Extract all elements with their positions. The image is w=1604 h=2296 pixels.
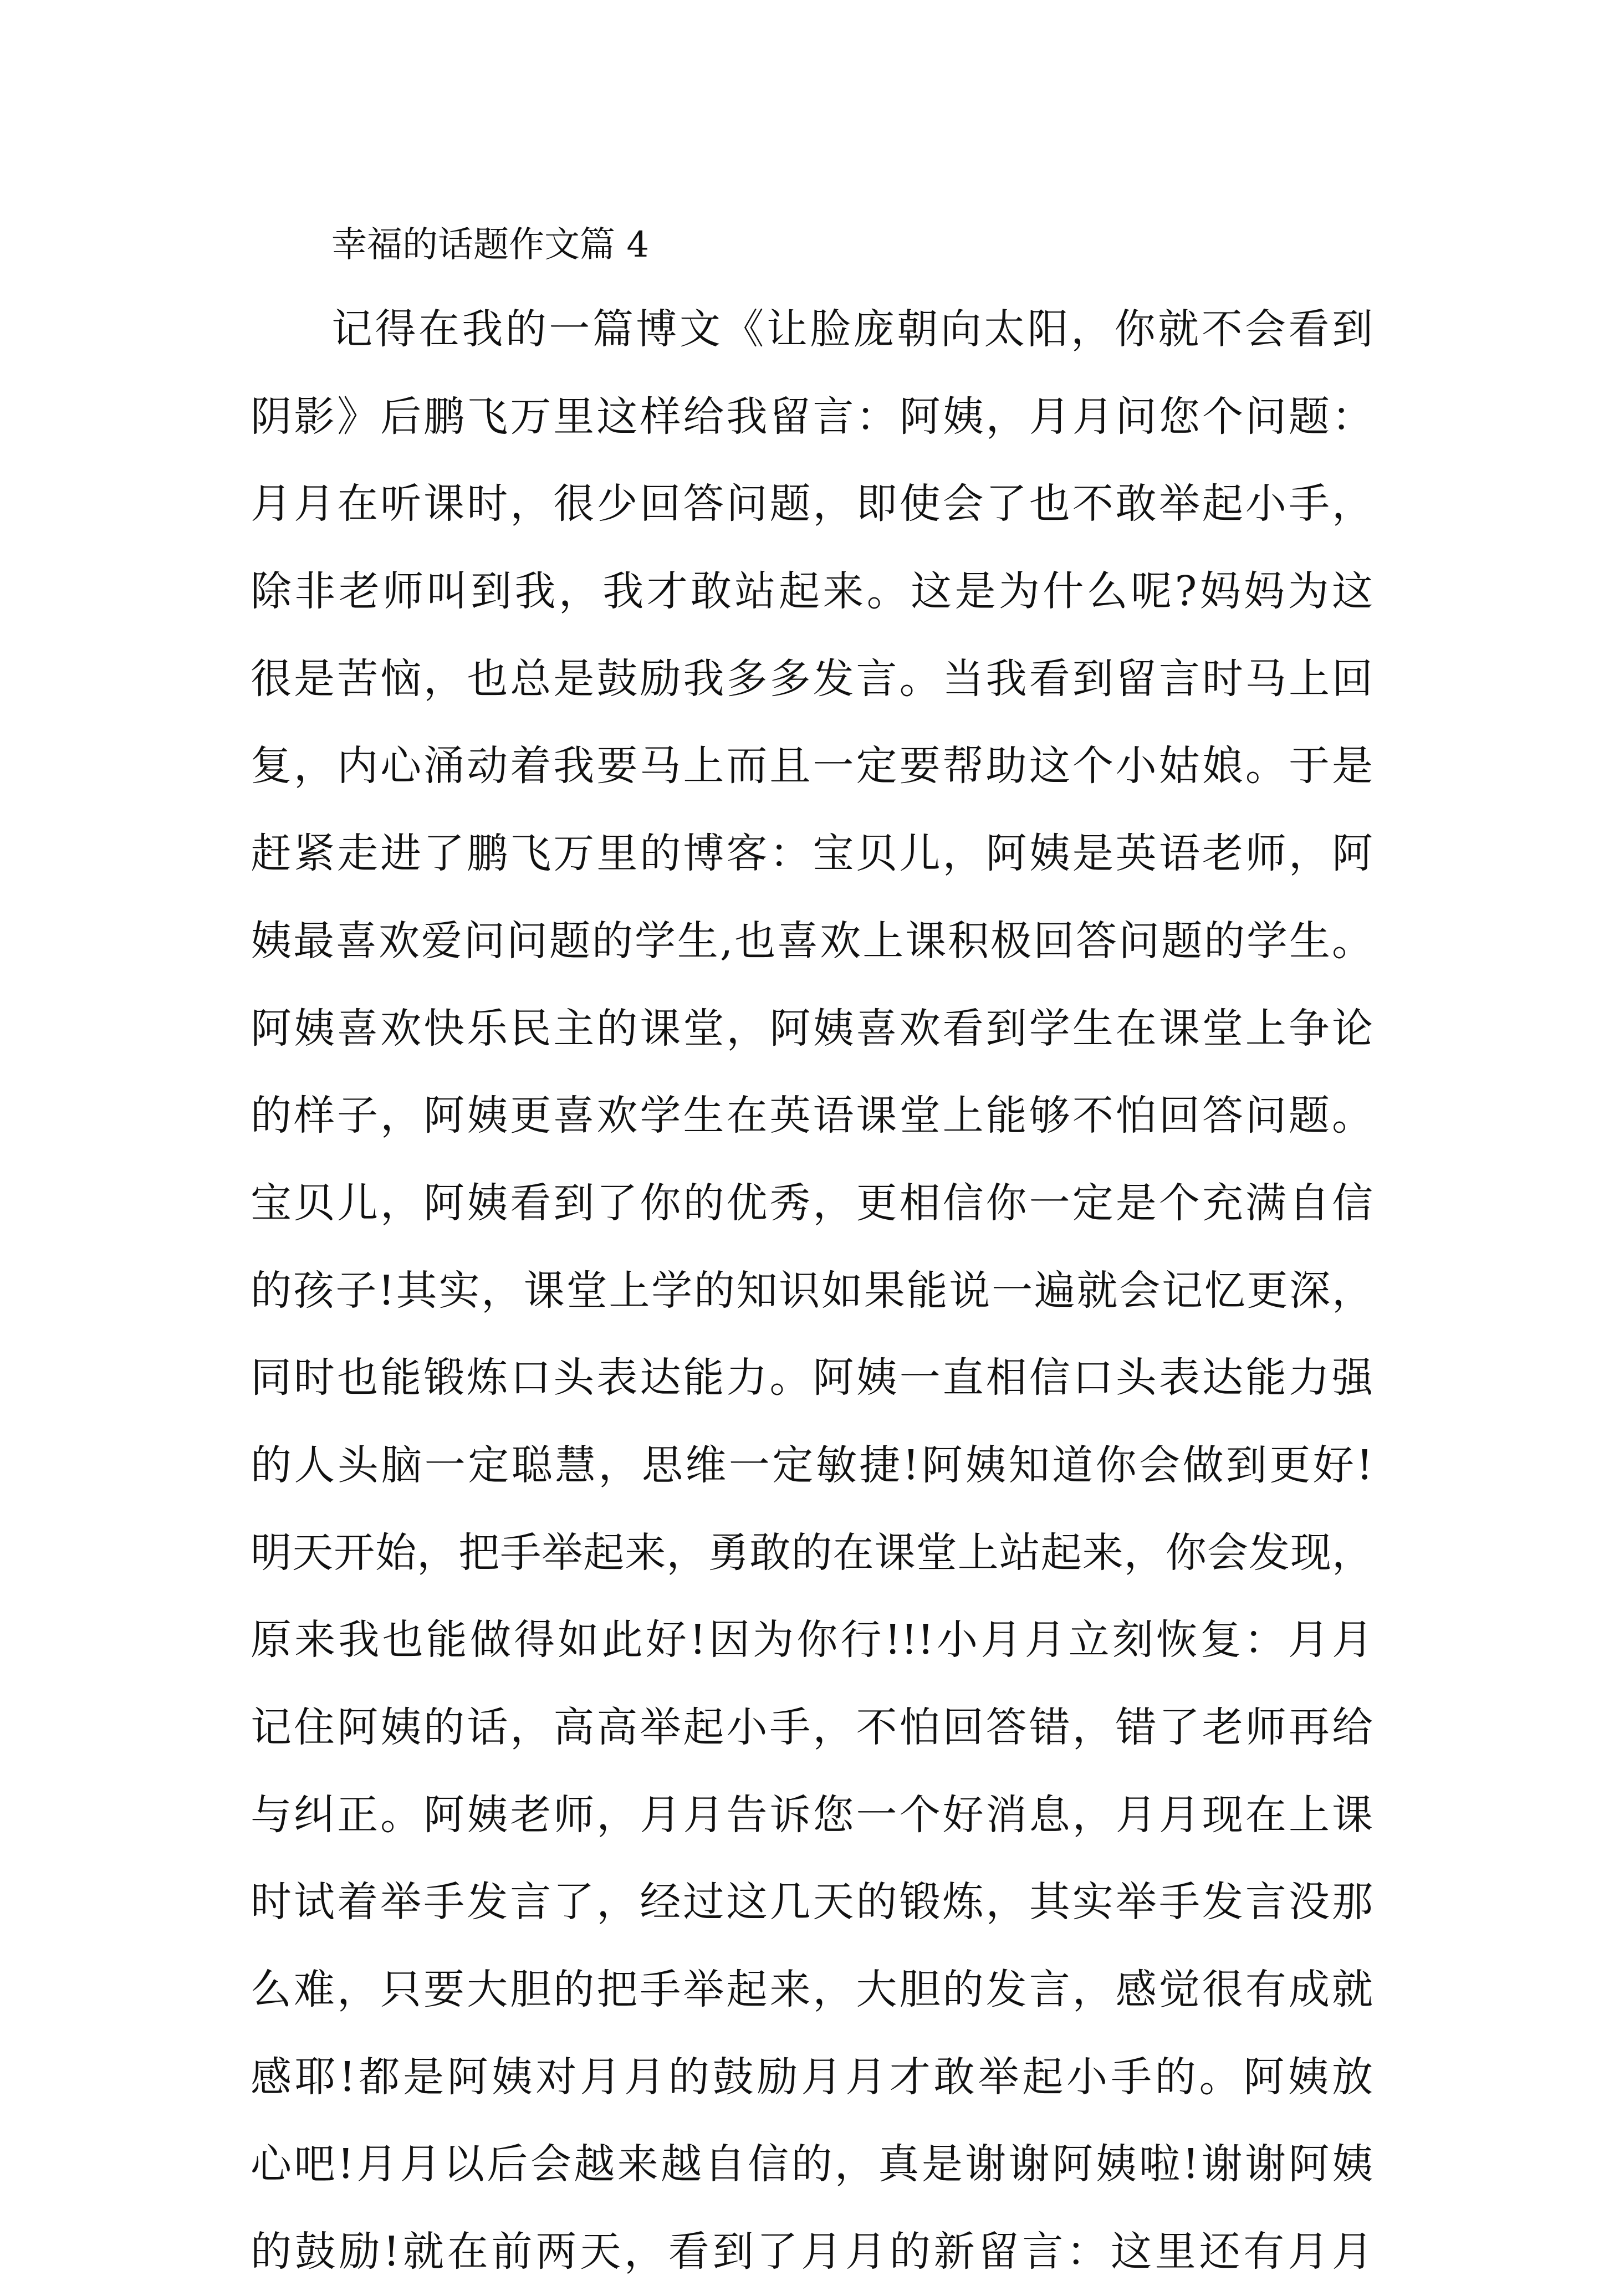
paragraph-line: 宝贝儿，阿姨看到了你的优秀，更相信你一定是个充满自信 — [251, 1179, 1373, 1227]
paragraph-line: 的鼓励!就在前两天，看到了月月的新留言：这里还有月月 — [251, 2228, 1373, 2276]
paragraph-line: 除非老师叫到我，我才敢站起来。这是为什么呢?妈妈为这 — [251, 567, 1373, 616]
paragraph-line: 明天开始，把手举起来，勇敢的在课堂上站起来，你会发现， — [251, 1528, 1373, 1577]
paragraph-line: 心吧!月月以后会越来越自信的，真是谢谢阿姨啦!谢谢阿姨 — [251, 2140, 1373, 2188]
paragraph-line: 的人头脑一定聪慧，思维一定敏捷!阿姨知道你会做到更好! — [251, 1441, 1373, 1489]
paragraph-line: 原来我也能做得如此好!因为你行!!!小月月立刻恢复：月月 — [251, 1616, 1373, 1664]
paragraph-line: 么难，只要大胆的把手举起来，大胆的发言，感觉很有成就 — [251, 1966, 1373, 2014]
paragraph-line: 记住阿姨的话，高高举起小手，不怕回答错，错了老师再给 — [251, 1704, 1373, 1751]
paragraph-line: 姨最喜欢爱问问题的学生,也喜欢上课积极回答问题的学生。 — [251, 917, 1373, 965]
paragraph-line: 复，内心涌动着我要马上而且一定要帮助这个小姑娘。于是 — [251, 742, 1373, 790]
paragraph-line: 同时也能锻炼口头表达能力。阿姨一直相信口头表达能力强 — [251, 1354, 1373, 1402]
paragraph-line: 赶紧走进了鹏飞万里的博客：宝贝儿，阿姨是英语老师，阿 — [251, 830, 1373, 878]
paragraph-line: 阿姨喜欢快乐民主的课堂，阿姨喜欢看到学生在课堂上争论 — [251, 1004, 1373, 1052]
essay-body — [251, 204, 1373, 2296]
paragraph-line: 时试着举手发言了，经过这几天的锻炼，其实举手发言没那 — [251, 1878, 1373, 1926]
essay-title: 幸福的话题作文篇 4 — [331, 224, 650, 265]
paragraph-line: 阴影》后鹏飞万里这样给我留言：阿姨，月月问您个问题： — [251, 392, 1373, 441]
paragraph-line: 感耶!都是阿姨对月月的鼓励月月才敢举起小手的。阿姨放 — [251, 2053, 1373, 2101]
paragraph-line: 的样子，阿姨更喜欢学生在英语课堂上能够不怕回答问题。 — [251, 1092, 1373, 1140]
paragraph-line: 与纠正。阿姨老师，月月告诉您一个好消息，月月现在上课 — [251, 1791, 1373, 1839]
paragraph-line: 记得在我的一篇博文《让脸庞朝向太阳，你就不会看到 — [331, 305, 1373, 353]
paragraph-line: 的孩子!其实，课堂上学的知识如果能说一遍就会记忆更深， — [251, 1266, 1373, 1315]
paragraph-line: 月月在听课时，很少回答问题，即使会了也不敢举起小手， — [251, 480, 1373, 528]
paragraph-line: 很是苦恼，也总是鼓励我多多发言。当我看到留言时马上回 — [251, 654, 1373, 703]
